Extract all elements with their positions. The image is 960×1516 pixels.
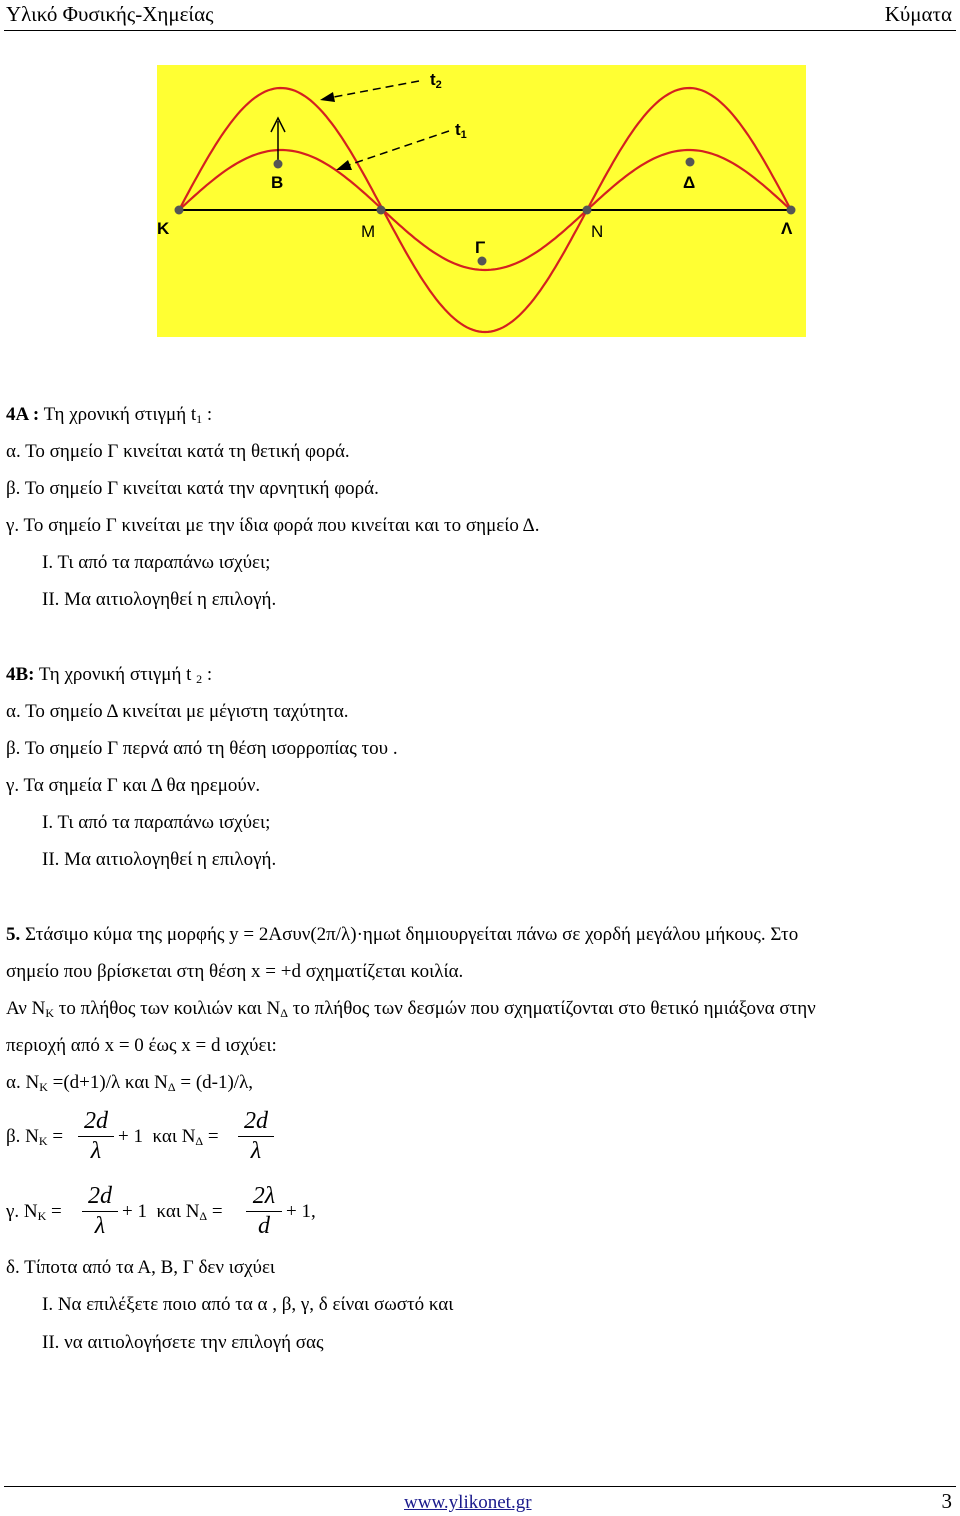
q5-line-3: Αν $N_K$ το πλήθος των κοιλιών και $N_\Delta$ το πλήθος των δεσμών που σχηματίζονται στο θετικό ημιάξονα στην <box>6 998 816 1020</box>
fraction-denominator: d <box>258 1213 270 1239</box>
point-b <box>274 160 283 169</box>
label-m: Μ <box>361 222 376 241</box>
fraction-bar <box>78 1136 114 1137</box>
figure-background <box>157 65 806 337</box>
label-t1: t1 <box>455 120 467 141</box>
point-d <box>686 158 695 167</box>
q5-line-2: σημείο που βρίσκεται στη θέση x = +d σχηματίζεται κοιλία. <box>6 961 464 982</box>
footer-website-link[interactable]: www.ylikonet.gr <box>404 1492 532 1513</box>
q5-option-d: δ. Τίποτα από τα Α, Β, Γ δεν ισχύει <box>6 1257 276 1278</box>
point-k <box>175 206 184 215</box>
point-n <box>583 206 592 215</box>
fraction-numerator: 2d <box>84 1108 108 1134</box>
q4a-option-a: α. Το σημείο Γ κινείται κατά τη θετική φορά. <box>6 441 350 462</box>
q4a-option-c: γ. Το σημείο Γ κινείται με την ίδια φορά που κινείται και το σημείο Δ. <box>6 515 540 536</box>
label-d: Δ <box>683 173 696 192</box>
label-k: Κ <box>157 219 170 238</box>
footer-rule <box>4 1486 956 1487</box>
q4a-title: 4Α : Τη χρονική στιγμή $t_1$ : <box>6 404 213 426</box>
q4b-title: 4Β: Τη χρονική στιγμή t $_2$ : <box>6 664 213 686</box>
q4b-option-c: γ. Τα σημεία Γ και Δ θα ηρεμούν. <box>6 775 261 796</box>
q4b-task-i: Ι. Τι από τα παραπάνω ισχύει; <box>42 812 271 833</box>
label-b: Β <box>271 173 284 192</box>
q5-task-ii: ΙΙ. να αιτιολογήσετε την επιλογή σας <box>42 1332 324 1353</box>
q4b-option-a: α. Το σημείο Δ κινείται με μέγιστη ταχύτητα. <box>6 701 349 722</box>
q5-c-fraction-2 <box>246 1183 282 1240</box>
q4a-option-b: β. Το σημείο Γ κινείται κατά την αρνητική φορά. <box>6 478 379 499</box>
label-g: Γ <box>475 238 486 257</box>
fraction-denominator: λ <box>90 1138 102 1164</box>
q4a-task-i: Ι. Τι από τα παραπάνω ισχύει; <box>42 552 271 573</box>
fraction-denominator: λ <box>94 1213 106 1239</box>
q4b-task-ii: ΙΙ. Μα αιτιολογηθεί η επιλογή. <box>42 849 277 870</box>
fraction-bar <box>246 1211 282 1212</box>
q5-option-a: α. $N_K =(d+1)/\lambda$ και $N_\Delta = (d-1)/\lambda$, <box>6 1072 254 1094</box>
fraction-denominator: λ <box>250 1138 262 1164</box>
q5-task-i: Ι. Να επιλέξετε ποιο από τα α , β, γ, δ είναι σωστό και <box>42 1294 454 1315</box>
standing-wave-figure <box>157 65 806 337</box>
page-number: 3 <box>941 1489 952 1513</box>
q5-b-fraction-1 <box>78 1108 114 1165</box>
fraction-bar <box>82 1211 118 1212</box>
q5-line-1: 5. Στάσιμο κύμα της μορφής y = 2Ασυν(2π/λ)·ημωt δημιουργείται πάνω σε χορδή μεγάλου μήκους. Στο <box>6 924 799 945</box>
q4a-task-ii: ΙΙ. Μα αιτιολογηθεί η επιλογή. <box>42 589 277 610</box>
q5-c-plus-one: + 1 και $N_\Delta$ = <box>122 1201 223 1223</box>
q5-option-c-prefix: γ. $N_K$ = <box>6 1201 62 1223</box>
fraction-numerator: 2d <box>88 1183 112 1209</box>
q4b-option-b: β. Το σημείο Γ περνά από τη θέση ισορροπίας του . <box>6 738 398 759</box>
page-header <box>0 0 960 32</box>
q5-line-4: περιοχή από x = 0 έως x = d ισχύει: <box>6 1035 277 1056</box>
point-l <box>787 206 796 215</box>
fraction-bar <box>238 1136 274 1137</box>
label-n: Ν <box>591 222 604 241</box>
point-m <box>377 206 386 215</box>
label-l: Λ <box>781 219 793 238</box>
q5-option-b-prefix: β. $N_K$ = <box>6 1126 64 1148</box>
header-subject: Υλικό Φυσικής-Χημείας <box>6 2 214 26</box>
q5-b-plus-one: + 1 και $N_\Delta$ = <box>118 1126 219 1148</box>
q5-b-fraction-2 <box>238 1108 274 1165</box>
fraction-numerator: 2λ <box>252 1183 276 1209</box>
header-topic: Κύματα <box>884 2 952 26</box>
fraction-numerator: 2d <box>244 1108 268 1134</box>
q5-c-plus-one-2: + 1, <box>286 1201 316 1222</box>
label-t2: t2 <box>430 70 442 91</box>
point-g <box>478 257 487 266</box>
header-rule <box>4 30 956 31</box>
q5-c-fraction-1 <box>82 1183 118 1240</box>
